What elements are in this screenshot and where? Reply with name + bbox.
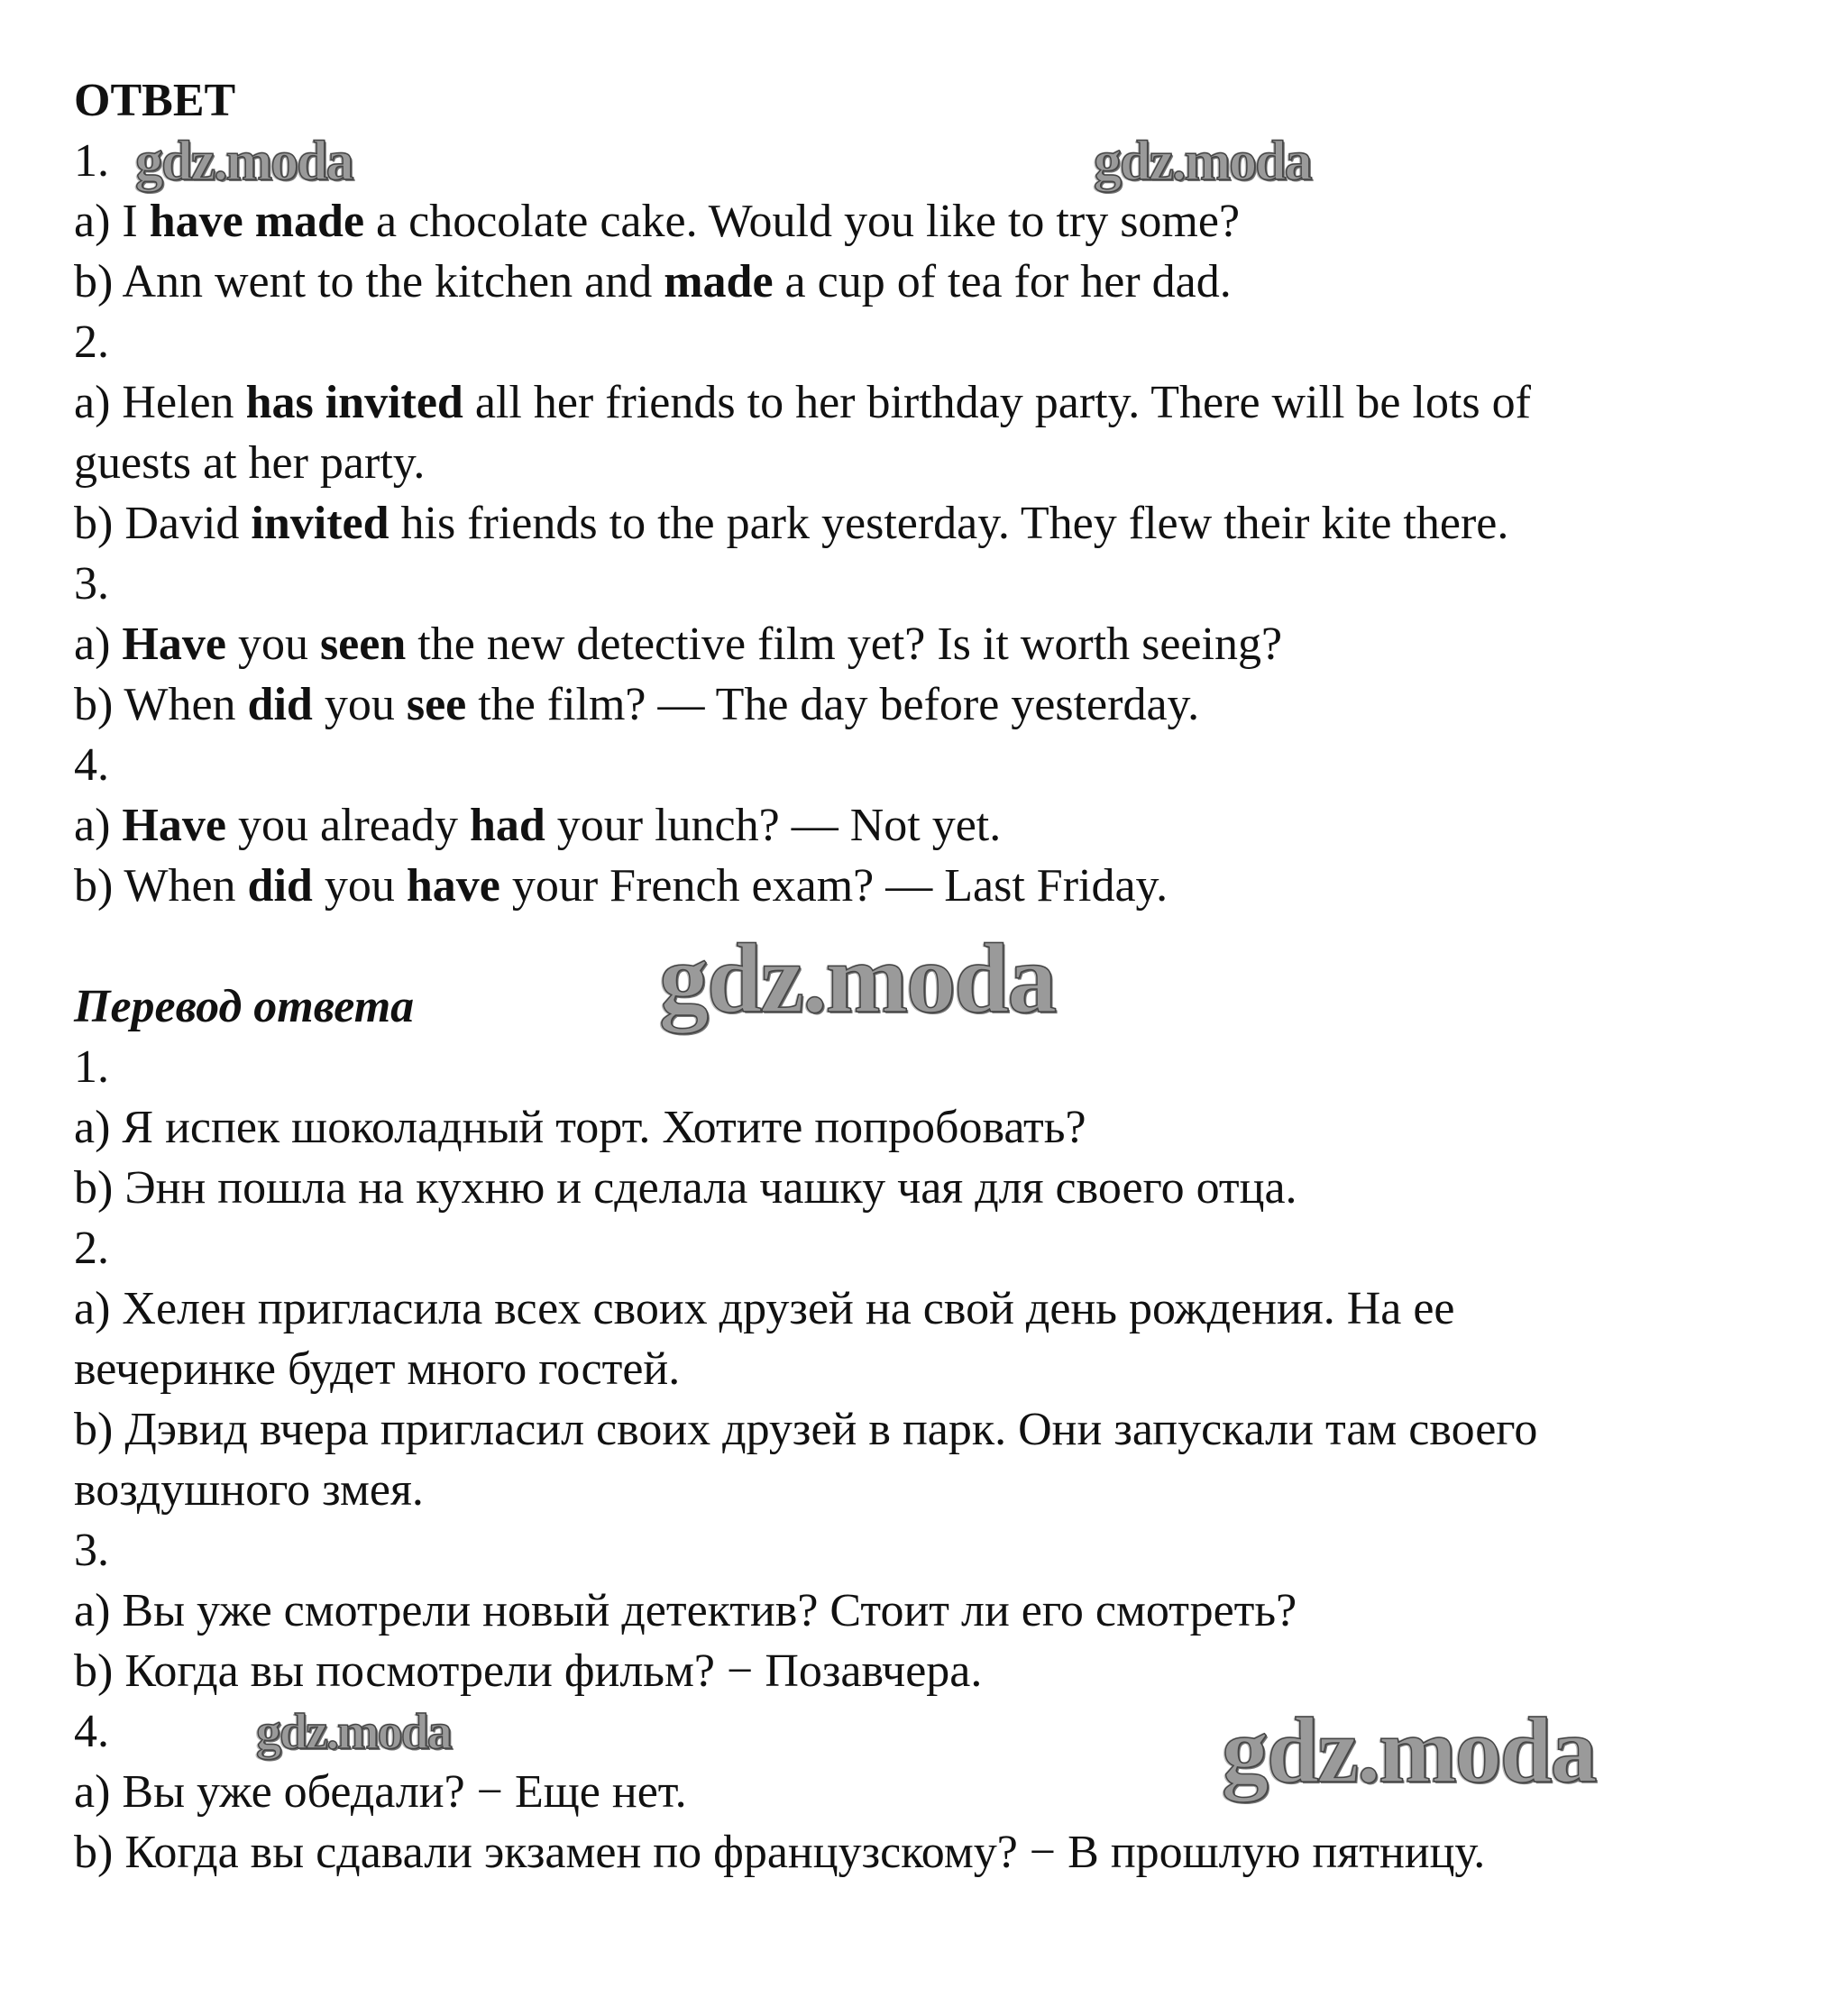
text-segment: a)	[74, 619, 123, 670]
bold-verb: Have	[122, 619, 226, 670]
watermark-logo: gdz.moda	[1222, 1699, 1596, 1802]
text-segment: 3.	[74, 1525, 109, 1576]
watermark-logo: gdz.moda	[135, 131, 353, 192]
text-segment: his friends to the park yesterday. They flew their kite there.	[389, 498, 1509, 549]
text-segment: a)	[74, 800, 123, 851]
text-segment: b) When	[74, 860, 248, 912]
text-segment: b) Ann went to the kitchen and	[74, 256, 664, 307]
text-segment: you	[312, 679, 407, 730]
sentence-line	[74, 795, 1806, 856]
exercise-number	[74, 554, 1806, 614]
sentence-line	[74, 493, 1806, 554]
bold-verb: did	[247, 679, 313, 730]
bold-verb: invited	[251, 498, 389, 549]
text-segment: a) I	[74, 196, 150, 247]
text-segment: b) Энн пошла на кухню и сделала чашку чая для своего отца.	[74, 1162, 1297, 1214]
text-segment: b) Когда вы сдавали экзамен по французскому? − В прошлую пятницу.	[74, 1827, 1486, 1878]
bold-verb: have	[406, 860, 500, 912]
exercise-number	[74, 735, 1806, 795]
sentence-line	[74, 1581, 1806, 1641]
text-segment: 2.	[74, 316, 109, 368]
text-segment: 3.	[74, 558, 109, 609]
text-segment: you already	[225, 800, 470, 851]
exercise-number	[74, 1218, 1806, 1278]
watermark-logo: gdz.moda	[1094, 131, 1311, 192]
sentence-line	[74, 1097, 1806, 1158]
text-segment: b) Дэвид вчера пригласил своих друзей в парк. Они запускали там своего	[74, 1404, 1538, 1455]
text-segment: a) Вы уже обедали? − Еще нет.	[74, 1766, 687, 1818]
text-segment: all her friends to her birthday party. There will be lots of	[463, 377, 1531, 428]
sentence-line	[74, 1339, 1806, 1399]
sentence-line	[74, 1641, 1806, 1701]
bold-verb: have made	[149, 196, 365, 247]
sentence-line	[74, 856, 1806, 916]
sentence-line	[74, 191, 1806, 252]
bold-verb: see	[406, 679, 467, 730]
bold-verb: had	[469, 800, 545, 851]
sentence-line	[74, 614, 1806, 674]
bold-verb: did	[247, 860, 313, 912]
text-segment: a chocolate cake. Would you like to try some?	[364, 196, 1241, 247]
text-segment: вечеринке будет много гостей.	[74, 1343, 681, 1395]
text-segment: you	[225, 619, 320, 670]
answer-section	[74, 131, 1806, 916]
text-segment: 4.	[74, 1706, 109, 1757]
exercise-number	[74, 1037, 1806, 1097]
answer-heading: ОТВЕТ	[74, 75, 236, 126]
sentence-line	[74, 1460, 1806, 1520]
sentence-line	[74, 252, 1806, 312]
text-segment: 2.	[74, 1223, 109, 1274]
bold-verb: made	[664, 256, 774, 307]
bold-verb: Have	[122, 800, 226, 851]
text-segment: a) Вы уже смотрели новый детектив? Стоит ли его смотреть?	[74, 1585, 1297, 1636]
sentence-line	[74, 372, 1806, 433]
exercise-number	[74, 1520, 1806, 1581]
bold-verb: seen	[319, 619, 407, 670]
text-segment: b) When	[74, 679, 248, 730]
sentence-line	[74, 1399, 1806, 1460]
sentence-line	[74, 1158, 1806, 1218]
watermark-logo: gdz.moda	[659, 923, 1056, 1033]
text-segment: a) Я испек шоколадный торт. Хотите попробовать?	[74, 1102, 1086, 1153]
exercise-number	[74, 312, 1806, 372]
text-segment: a) Хелен пригласила всех своих друзей на свой день рождения. На ее	[74, 1283, 1455, 1334]
translation-heading: Перевод ответа	[74, 981, 415, 1032]
watermark-logo: gdz.moda	[256, 1704, 451, 1760]
text-segment: the new detective film yet? Is it worth seeing?	[406, 619, 1283, 670]
sentence-line	[74, 1822, 1806, 1883]
text-segment: guests at her party.	[74, 437, 426, 489]
text-segment: your French exam? — Last Friday.	[499, 860, 1168, 912]
bold-verb: has invited	[245, 377, 463, 428]
text-segment: 1.	[74, 135, 109, 187]
text-segment: b) David	[74, 498, 252, 549]
text-segment: your lunch? — Not yet.	[545, 800, 1002, 851]
text-segment: b) Когда вы посмотрели фильм? − Позавчера.	[74, 1645, 983, 1697]
text-segment: you	[312, 860, 407, 912]
text-segment: a cup of tea for her dad.	[773, 256, 1232, 307]
sentence-line	[74, 433, 1806, 493]
sentence-line	[74, 674, 1806, 735]
text-segment: воздушного змея.	[74, 1464, 424, 1516]
sentence-line	[74, 1278, 1806, 1339]
text-segment: a) Helen	[74, 377, 246, 428]
text-segment: the film? — The day before yesterday.	[466, 679, 1200, 730]
text-segment: 4.	[74, 739, 109, 791]
text-segment: 1.	[74, 1041, 109, 1093]
